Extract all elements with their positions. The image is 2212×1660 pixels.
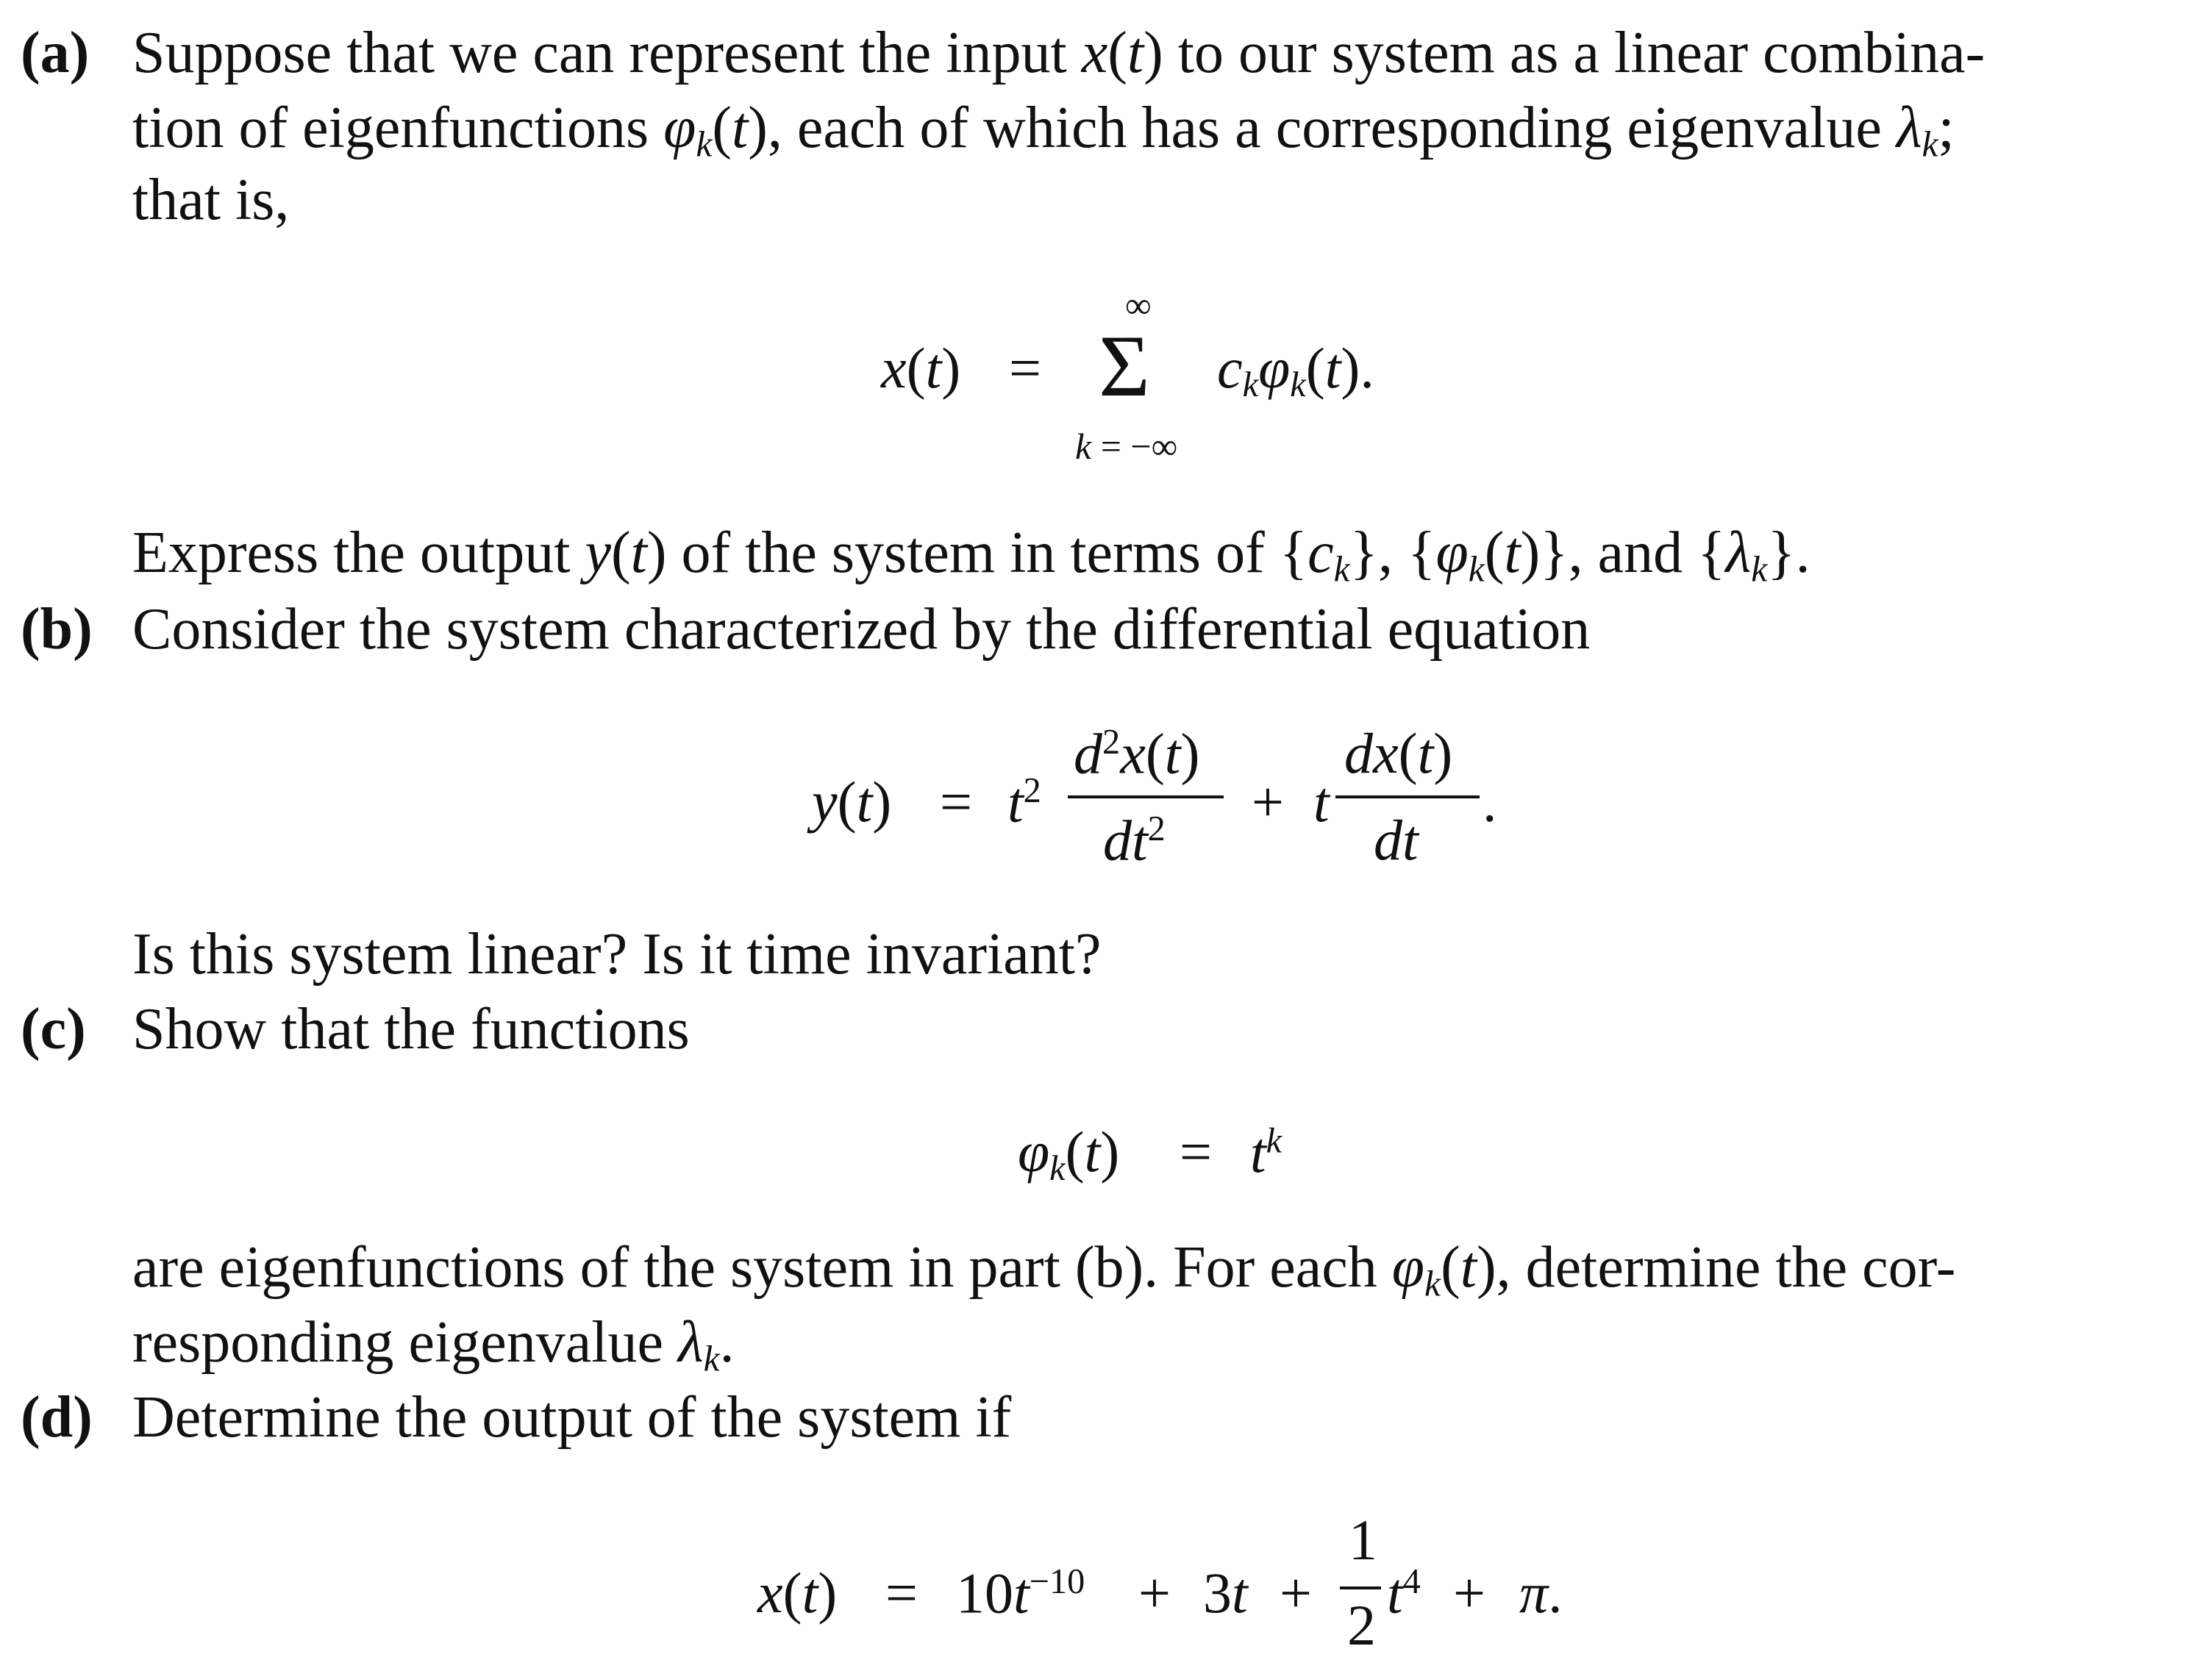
eq-c-equals: = (1180, 1120, 1212, 1184)
eq-a-lhs: x(t) (881, 336, 961, 400)
part-b-question: Is this system linear? Is it time invariant? (132, 922, 1102, 987)
eq-b-num1: $d^2x(t)$ (1074, 721, 1200, 786)
sigma-icon: Σ (1099, 317, 1150, 415)
eq-d-term4: π. (1519, 1561, 1563, 1625)
part-c-label: (c) (21, 997, 86, 1062)
part-a-line-1: Suppose that we can represent the input x(t) to our system as a linear combina- (132, 21, 1986, 85)
eq-d-plus1: + (1138, 1561, 1171, 1625)
eq-a-sum-lower: k = −∞ (1075, 426, 1178, 467)
eq-d-plus2: + (1280, 1561, 1312, 1625)
part-c-line-2: are eigenfunctions of the system in part (b). For each $\varphi_k(t)$, determine the cor- (132, 1235, 1956, 1304)
eq-b-lhs: y(t) (812, 770, 892, 834)
eq-d-lhs: x(t) (757, 1561, 838, 1625)
eq-b-coef2: t (1313, 770, 1330, 834)
eq-b-fraction-bar-1 (1068, 795, 1224, 798)
part-a-line-3: that is, (132, 168, 290, 232)
part-d-line-1: Determine the output of the system if (132, 1385, 1012, 1450)
eq-d-term2: 3t (1203, 1561, 1248, 1625)
eq-c-rhs: $t^k$ (1250, 1120, 1282, 1184)
eq-d-term3: $t^4$ (1387, 1561, 1421, 1625)
eq-a-equals: = (1009, 336, 1041, 400)
eq-b-equals: = (940, 770, 972, 834)
part-b-label: (b) (21, 597, 93, 662)
eq-d-frac-den: 2 (1347, 1593, 1376, 1657)
part-c-line-3: responding eigenvalue $\lambda_k$. (132, 1310, 735, 1379)
part-c-line-1: Show that the functions (132, 997, 690, 1062)
eq-d-fraction-bar (1340, 1586, 1381, 1589)
eq-b-num2: dx(t) (1344, 721, 1453, 785)
eq-a-term: $c_k\varphi_k(t)$. (1217, 336, 1374, 405)
eq-b-fraction-bar-2 (1335, 795, 1480, 798)
part-d-label: (d) (21, 1385, 93, 1450)
eq-b-plus: + (1252, 770, 1284, 834)
eq-b-end: . (1483, 770, 1497, 834)
part-b-line-1: Consider the system characterized by the differential equation (132, 597, 1591, 662)
eq-b-den1: $dt^2$ (1103, 808, 1166, 873)
eq-a-sum-upper: ∞ (1125, 285, 1152, 326)
part-a-question: Express the output y(t) of the system in terms of $\{c_k\}$, $\{\varphi_k(t)\}$, and $\{\lambda_k\}$. (132, 520, 1810, 590)
part-a-line-2: tion of eigenfunctions $\varphi_k(t)$, each of which has a corresponding eigenvalue $\lambda_k$; (132, 96, 1955, 165)
eq-b-den2: dt (1374, 808, 1419, 872)
part-a-label: (a) (21, 21, 90, 85)
eq-d-frac-num: 1 (1349, 1508, 1377, 1572)
eq-d-term1: $10t^{-10}$ (956, 1561, 1085, 1625)
eq-d-equals: = (885, 1561, 918, 1625)
eq-b-coef1: $t^2$ (1007, 770, 1041, 834)
eq-c-lhs: $\varphi_k(t)$ (1018, 1120, 1120, 1189)
eq-d-plus3: + (1453, 1561, 1485, 1625)
